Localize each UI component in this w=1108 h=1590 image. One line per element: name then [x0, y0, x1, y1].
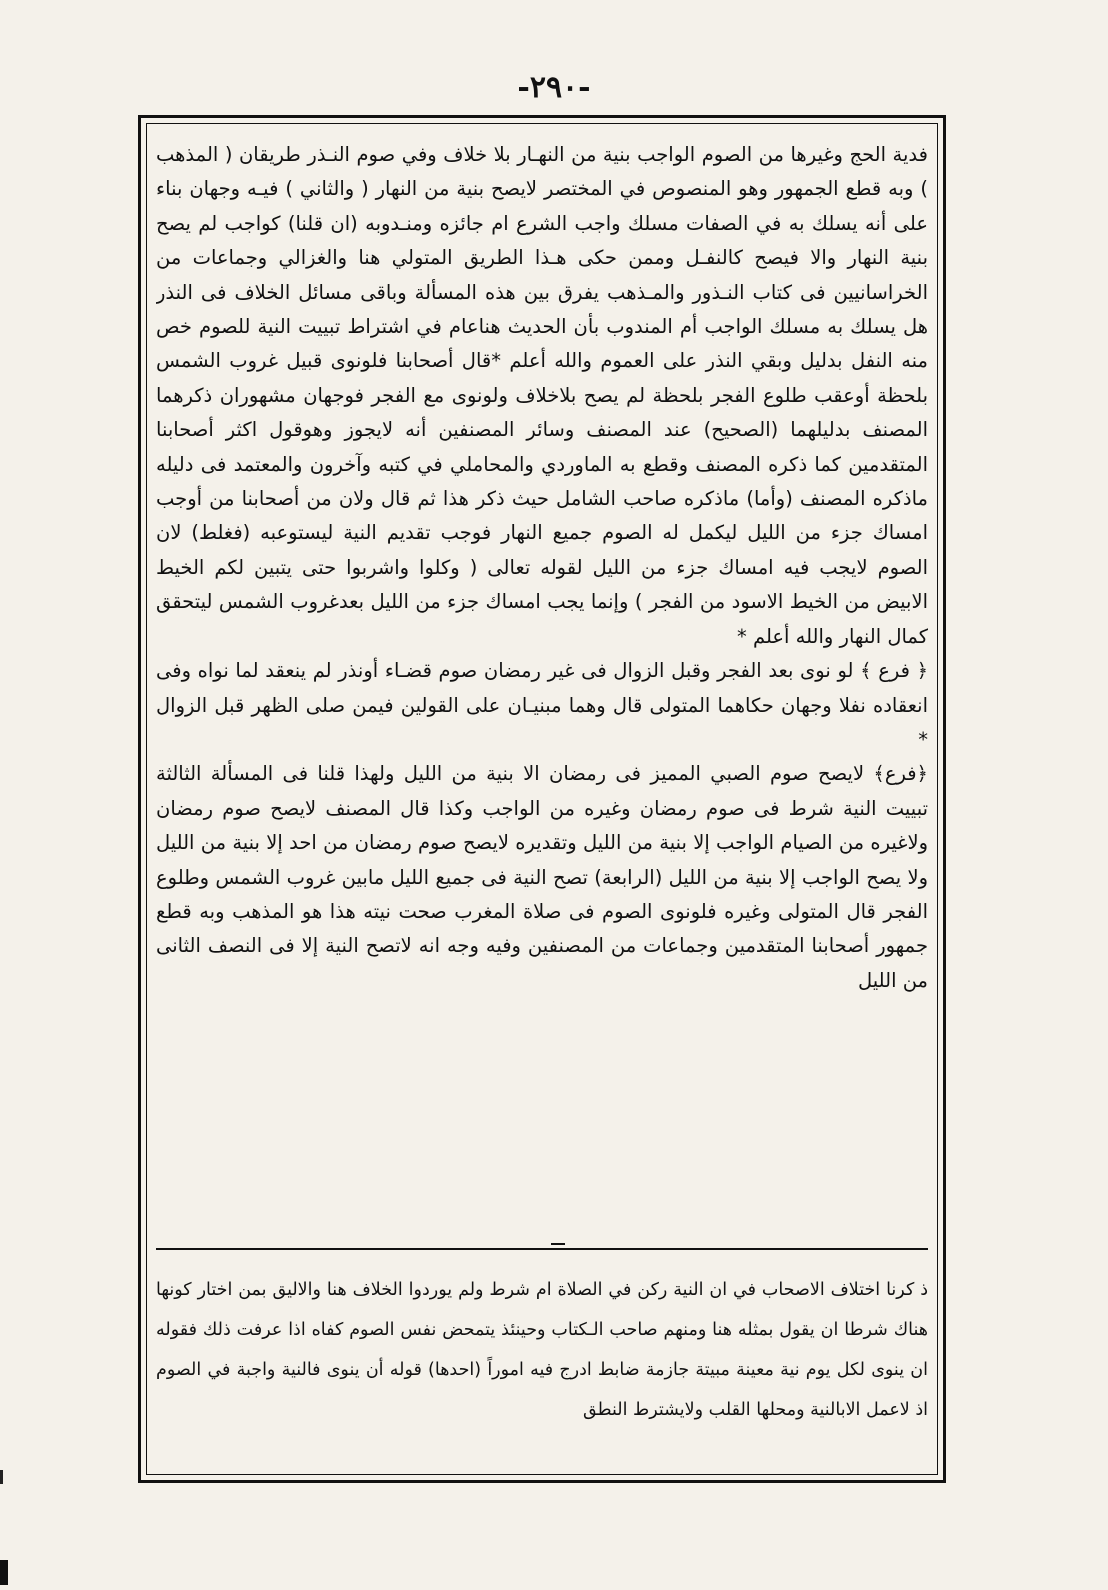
footnote-paragraph: ذ كرنا اختلاف الاصحاب في ان النية ركن في الصلاة ام شرط ولم يوردوا الخلاف هنا والاليق بمن اختار كونها هناك شرطا ان يقول بمثله هنا ومنهم صاحب الـكتاب وحينئذ يتمحض نفس الصوم كفاه اذا عرفت ذلك فقوله ان ينوى لكل يوم نية معينة مبيتة جازمة ضابط ادرج فيه اموراً (احدها) قوله أن ينوى فالنية واجبة في الصوم اذ لاعمل الابالنية ومحلها القلب ولايشترط النطق	[156, 1280, 928, 1420]
main-paragraph: ﴿فرع﴾ لايصح صوم الصبي المميز فى رمضان الا بنية من الليل ولهذا قلنا فى المسألة الثالثة تبييت النية شرط فى صوم رمضان وغيره من الواجب وكذا قال المصنف لايصح صوم رمضان ولاغيره من الصيام الواجب إلا بنية من الليل وتقديره لايصح صوم رمضان من احد إلا بنية من الليل ولا يصح الواجب إلا بنية من الليل (الرابعة) تصح النية فى جميع الليل مابين غروب الشمس وطلوع الفجر قال المتولى وغيره فلونوى الصوم فى صلاة المغرب صحت نيته هذا هو المذهب وبه قطع جمهور أصحابنا المتقدمين وجماعات من المصنفين وفيه وجه انه لاتصح النية إلا فى النصف الثانى من الليل	[156, 762, 928, 992]
text-frame	[138, 115, 946, 1483]
scan-edge-mark	[0, 1470, 3, 1484]
page-number: -٢٩٠-	[517, 70, 591, 105]
footnote-block	[156, 1270, 928, 1474]
scan-corner-mark	[0, 1560, 8, 1585]
main-paragraph: فدية الحج وغيرها من الصوم الواجب بنية من النهـار بلا خلاف وفي صوم النـذر طريقان ( المذهب ) وبه قطع الجمهور وهو المنصوص في المختصر لايصح بنية من النهار ( والثاني ) فيـه وجهان بناء على أنه يسلك به في الصفات مسلك واجب الشرع ام جائزه ومنـدوبه (ان قلنا) كواجب لم يصح بنية النهار والا فيصح كالنفـل وممن حكى هـذا الطريق المتولي هنا والغزالي وجماعات من الخراسانيين فى كتاب النـذور والمـذهب يفرق بين هذه المسألة وباقى مسائل الخلاف فى النذر هل يسلك به مسلك الواجب أم المندوب بأن الحديث هناعام في اشتراط تبييت النية للصوم خص منه النفل بدليل وبقي النذر على العموم والله أعلم *قال أصحابنا فلونوى قبيل غروب الشمس بلحظة أوعقب طلوع الفجر بلحظة لم يصح بلاخلاف ولونوى مع الفجر فوجهان مشهوران ذكرهما المصنف بدليلهما (الصحيح) عند المصنف وسائر المصنفين أنه لايجوز وهوقول اكثر أصحابنا المتقدمين كما ذكره المصنف وقطع به الماوردي والمحاملي في كتبه وآخرون والمعتمد فى دليله ماذكره المصنف (وأما) ماذكره صاحب الشامل حيث ذكر هذا ثم قال ولان من أصحابنا من أوجب امساك جزء من الليل ليكمل له الصوم جميع النهار فوجب تقديم النية ليستوعبه (فغلط) لان الصوم لايجب فيه امساك جزء من الليل لقوله تعالى ( وكلوا واشربوا حتى يتبين لكم الخيط الابيض من الخيط الاسود من الفجر ) وإنما يجب امساك جزء من الليل بعدغروب الشمس ليتحقق كمال النهار والله أعلم *	[156, 143, 928, 648]
footnote-separator	[156, 1248, 928, 1250]
main-text-block	[156, 138, 928, 1235]
main-paragraph: ﴿ فرع ﴾ لو نوى بعد الفجر وقبل الزوال فى غير رمضان صوم قضـاء أونذر لم ينعقد لما نواه وفى انعقاده نفلا وجهان حكاهما المتولى قال وهما مبنيـان على القولين فيمن صلى الظهر قبل الزوال *	[156, 659, 928, 751]
